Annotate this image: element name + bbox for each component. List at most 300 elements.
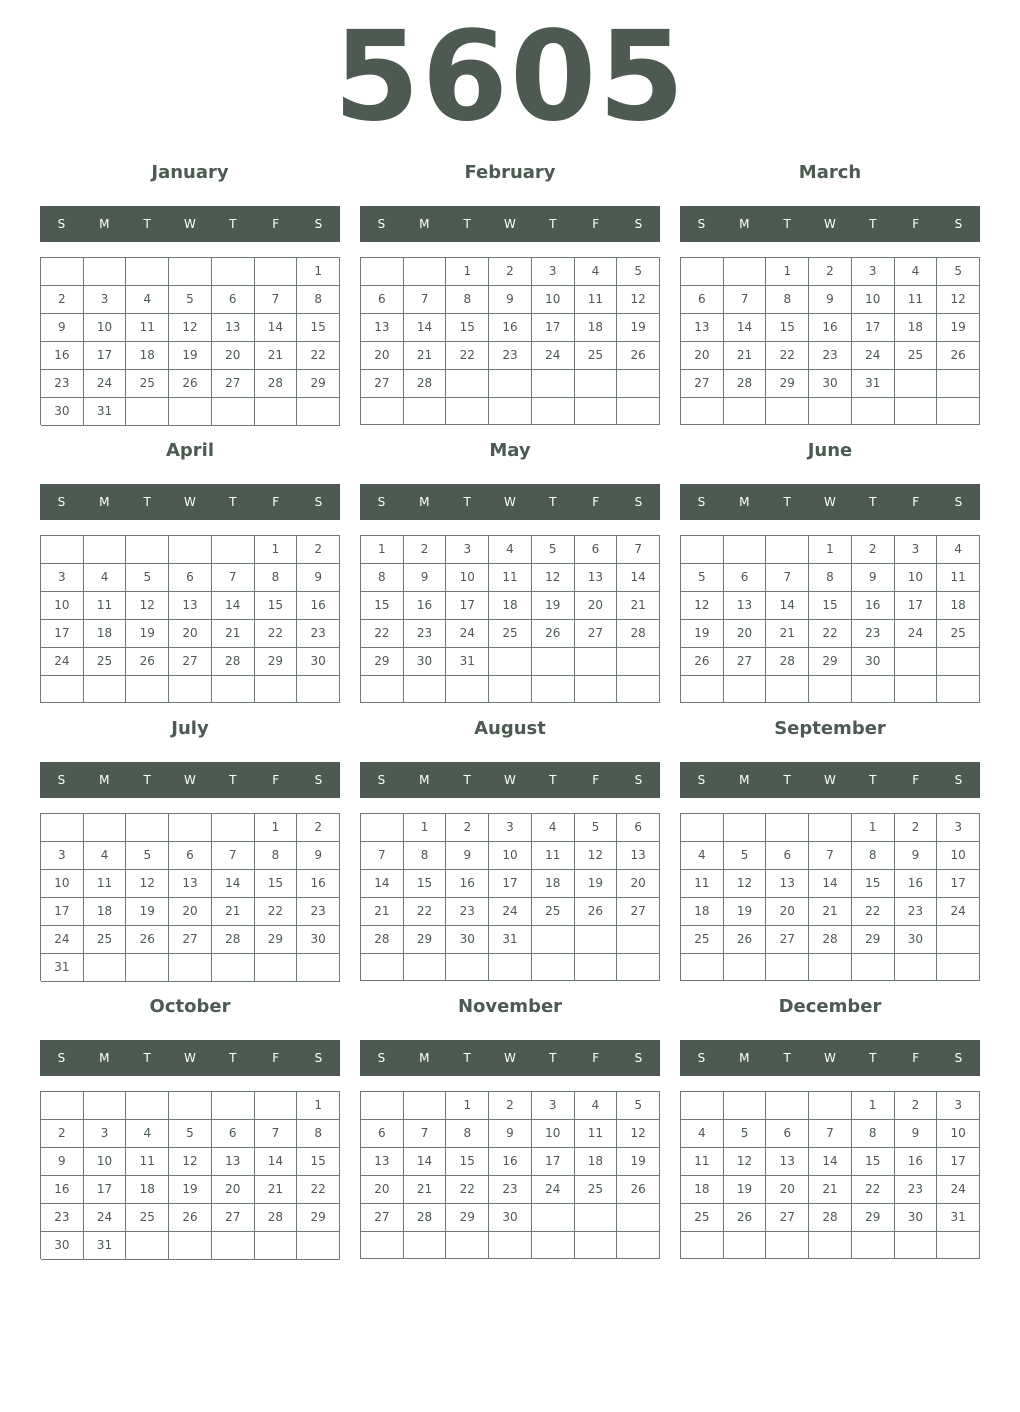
- day-cell: 31: [84, 398, 127, 426]
- weekday-label: W: [184, 495, 196, 509]
- weekday-label: W: [824, 773, 836, 787]
- day-cell: 28: [212, 926, 255, 954]
- day-grid: [680, 257, 980, 425]
- weekday-label: M: [739, 495, 750, 509]
- day-cell: 19: [617, 1148, 660, 1176]
- day-cell: 4: [937, 536, 980, 564]
- empty-day-cell: [617, 370, 660, 398]
- empty-day-cell: [852, 954, 895, 981]
- day-cell: 12: [937, 286, 980, 314]
- day-cell: 23: [895, 898, 938, 926]
- empty-day-cell: [212, 398, 255, 426]
- weekday-label: T: [869, 773, 877, 787]
- empty-day-cell: [724, 814, 767, 842]
- weekday-label: S: [377, 1051, 386, 1065]
- day-cell: 26: [937, 342, 980, 370]
- empty-day-cell: [361, 814, 404, 842]
- day-cell: 14: [404, 1148, 447, 1176]
- month-title: September: [774, 718, 886, 739]
- weekday-label: S: [634, 495, 643, 509]
- day-cell: 24: [41, 926, 84, 954]
- empty-day-cell: [361, 258, 404, 286]
- weekday-label: T: [549, 495, 557, 509]
- day-cell: 3: [84, 1120, 127, 1148]
- day-cell: 14: [809, 1148, 852, 1176]
- weekday-label: T: [463, 773, 471, 787]
- day-cell: 22: [852, 1176, 895, 1204]
- day-cell: 2: [489, 258, 532, 286]
- day-cell: 3: [852, 258, 895, 286]
- empty-day-cell: [41, 1092, 84, 1120]
- empty-day-cell: [169, 536, 212, 564]
- day-cell: 19: [575, 870, 618, 898]
- day-cell: 7: [617, 536, 660, 564]
- day-cell: 13: [361, 314, 404, 342]
- empty-day-cell: [84, 954, 127, 982]
- day-cell: 16: [489, 314, 532, 342]
- weekday-label: S: [634, 773, 643, 787]
- day-cell: 11: [489, 564, 532, 592]
- day-cell: 24: [84, 1204, 127, 1232]
- day-cell: 14: [361, 870, 404, 898]
- day-cell: 20: [617, 870, 660, 898]
- day-cell: 13: [169, 870, 212, 898]
- empty-day-cell: [489, 676, 532, 703]
- day-cell: 17: [84, 342, 127, 370]
- weekday-label: T: [143, 495, 151, 509]
- day-cell: 5: [126, 842, 169, 870]
- day-cell: 19: [532, 592, 575, 620]
- empty-day-cell: [809, 954, 852, 981]
- day-cell: 3: [532, 258, 575, 286]
- day-grid: [360, 1091, 660, 1259]
- weekday-label: T: [143, 217, 151, 231]
- empty-day-cell: [724, 954, 767, 981]
- day-cell: 2: [489, 1092, 532, 1120]
- day-cell: 27: [681, 370, 724, 398]
- empty-day-cell: [126, 398, 169, 426]
- day-cell: 17: [446, 592, 489, 620]
- day-cell: 18: [532, 870, 575, 898]
- day-cell: 22: [446, 1176, 489, 1204]
- day-cell: 9: [852, 564, 895, 592]
- day-cell: 6: [617, 814, 660, 842]
- weekday-label: F: [912, 495, 920, 509]
- weekday-label: S: [697, 1051, 706, 1065]
- empty-day-cell: [489, 1232, 532, 1259]
- month-title: April: [165, 440, 215, 461]
- empty-day-cell: [575, 954, 618, 981]
- empty-day-cell: [766, 398, 809, 425]
- day-cell: 6: [169, 842, 212, 870]
- day-cell: 16: [895, 1148, 938, 1176]
- day-cell: 17: [937, 1148, 980, 1176]
- empty-day-cell: [255, 258, 298, 286]
- day-cell: 12: [126, 592, 169, 620]
- day-cell: 1: [446, 258, 489, 286]
- weekday-label: F: [912, 1051, 920, 1065]
- day-grid: [680, 1091, 980, 1259]
- empty-day-cell: [895, 370, 938, 398]
- day-cell: 28: [809, 1204, 852, 1232]
- day-cell: 8: [809, 564, 852, 592]
- day-cell: 7: [404, 286, 447, 314]
- day-cell: 21: [361, 898, 404, 926]
- day-cell: 25: [575, 342, 618, 370]
- weekday-label: S: [57, 495, 66, 509]
- empty-day-cell: [404, 954, 447, 981]
- day-grid: [360, 535, 660, 703]
- day-cell: 14: [255, 1148, 298, 1176]
- weekday-header: [360, 1040, 660, 1076]
- day-cell: 23: [297, 620, 340, 648]
- day-cell: 3: [446, 536, 489, 564]
- day-cell: 9: [809, 286, 852, 314]
- weekday-label: S: [57, 217, 66, 231]
- day-cell: 8: [297, 1120, 340, 1148]
- day-cell: 25: [575, 1176, 618, 1204]
- day-cell: 20: [169, 898, 212, 926]
- day-cell: 31: [852, 370, 895, 398]
- day-cell: 13: [169, 592, 212, 620]
- empty-day-cell: [724, 536, 767, 564]
- day-cell: 30: [41, 398, 84, 426]
- empty-day-cell: [212, 814, 255, 842]
- weekday-label: T: [143, 773, 151, 787]
- day-grid: [680, 813, 980, 981]
- day-cell: 22: [361, 620, 404, 648]
- day-cell: 19: [169, 1176, 212, 1204]
- empty-day-cell: [724, 1092, 767, 1120]
- empty-day-cell: [681, 676, 724, 703]
- day-cell: 16: [41, 1176, 84, 1204]
- empty-day-cell: [212, 536, 255, 564]
- empty-day-cell: [852, 676, 895, 703]
- empty-day-cell: [575, 1232, 618, 1259]
- empty-day-cell: [617, 648, 660, 676]
- empty-day-cell: [84, 814, 127, 842]
- weekday-header: [360, 484, 660, 520]
- weekday-label: T: [549, 773, 557, 787]
- day-cell: 18: [126, 1176, 169, 1204]
- empty-day-cell: [404, 1092, 447, 1120]
- day-cell: 29: [297, 1204, 340, 1232]
- weekday-label: S: [377, 495, 386, 509]
- empty-day-cell: [532, 676, 575, 703]
- weekday-header: [40, 206, 340, 242]
- day-cell: 10: [446, 564, 489, 592]
- day-cell: 21: [212, 620, 255, 648]
- day-cell: 2: [41, 286, 84, 314]
- day-cell: 9: [895, 1120, 938, 1148]
- day-cell: 6: [766, 1120, 809, 1148]
- weekday-label: T: [783, 495, 791, 509]
- day-cell: 17: [84, 1176, 127, 1204]
- day-cell: 24: [937, 898, 980, 926]
- weekday-label: T: [229, 1051, 237, 1065]
- weekday-label: S: [314, 217, 323, 231]
- empty-day-cell: [212, 1092, 255, 1120]
- empty-day-cell: [724, 1232, 767, 1259]
- day-cell: 12: [575, 842, 618, 870]
- day-cell: 24: [937, 1176, 980, 1204]
- empty-day-cell: [937, 926, 980, 954]
- day-cell: 29: [255, 648, 298, 676]
- day-cell: 12: [617, 1120, 660, 1148]
- day-cell: 15: [404, 870, 447, 898]
- day-cell: 8: [404, 842, 447, 870]
- day-cell: 20: [575, 592, 618, 620]
- day-cell: 11: [126, 314, 169, 342]
- day-cell: 10: [489, 842, 532, 870]
- day-cell: 15: [255, 870, 298, 898]
- day-cell: 24: [852, 342, 895, 370]
- empty-day-cell: [169, 1092, 212, 1120]
- empty-day-cell: [297, 676, 340, 703]
- day-cell: 16: [404, 592, 447, 620]
- day-cell: 15: [446, 314, 489, 342]
- day-cell: 10: [895, 564, 938, 592]
- weekday-label: W: [184, 217, 196, 231]
- empty-day-cell: [446, 954, 489, 981]
- empty-day-cell: [766, 536, 809, 564]
- day-cell: 16: [297, 592, 340, 620]
- day-cell: 25: [84, 648, 127, 676]
- day-cell: 10: [41, 870, 84, 898]
- day-cell: 17: [532, 314, 575, 342]
- day-cell: 13: [681, 314, 724, 342]
- weekday-label: S: [634, 217, 643, 231]
- day-cell: 17: [852, 314, 895, 342]
- day-cell: 20: [212, 1176, 255, 1204]
- day-cell: 31: [489, 926, 532, 954]
- empty-day-cell: [681, 398, 724, 425]
- weekday-label: M: [99, 773, 110, 787]
- weekday-label: M: [419, 217, 430, 231]
- weekday-label: F: [912, 217, 920, 231]
- weekday-header: [680, 762, 980, 798]
- weekday-label: T: [869, 1051, 877, 1065]
- day-cell: 13: [617, 842, 660, 870]
- day-cell: 23: [809, 342, 852, 370]
- empty-day-cell: [895, 398, 938, 425]
- weekday-label: S: [314, 495, 323, 509]
- day-cell: 11: [681, 1148, 724, 1176]
- day-cell: 6: [212, 1120, 255, 1148]
- day-cell: 15: [852, 870, 895, 898]
- weekday-header: [680, 1040, 980, 1076]
- day-cell: 16: [446, 870, 489, 898]
- empty-day-cell: [681, 814, 724, 842]
- day-cell: 24: [446, 620, 489, 648]
- weekday-label: M: [739, 1051, 750, 1065]
- empty-day-cell: [169, 814, 212, 842]
- day-cell: 22: [297, 342, 340, 370]
- weekday-label: W: [824, 217, 836, 231]
- empty-day-cell: [852, 398, 895, 425]
- day-cell: 27: [617, 898, 660, 926]
- day-cell: 5: [169, 286, 212, 314]
- empty-day-cell: [809, 1232, 852, 1259]
- day-cell: 11: [84, 870, 127, 898]
- empty-day-cell: [681, 536, 724, 564]
- day-cell: 20: [169, 620, 212, 648]
- day-cell: 18: [84, 620, 127, 648]
- day-cell: 23: [41, 1204, 84, 1232]
- empty-day-cell: [126, 814, 169, 842]
- day-cell: 23: [41, 370, 84, 398]
- day-cell: 18: [681, 1176, 724, 1204]
- day-cell: 4: [681, 842, 724, 870]
- empty-day-cell: [404, 1232, 447, 1259]
- day-cell: 6: [361, 286, 404, 314]
- day-cell: 26: [126, 648, 169, 676]
- empty-day-cell: [255, 954, 298, 982]
- empty-day-cell: [126, 954, 169, 982]
- day-cell: 20: [766, 898, 809, 926]
- weekday-header: [680, 484, 980, 520]
- weekday-label: S: [697, 495, 706, 509]
- weekday-label: M: [739, 217, 750, 231]
- day-cell: 14: [766, 592, 809, 620]
- day-grid: [40, 535, 340, 703]
- day-cell: 26: [724, 1204, 767, 1232]
- weekday-label: S: [314, 1051, 323, 1065]
- day-cell: 13: [212, 1148, 255, 1176]
- day-cell: 27: [361, 370, 404, 398]
- day-cell: 21: [724, 342, 767, 370]
- day-cell: 16: [41, 342, 84, 370]
- weekday-label: S: [954, 217, 963, 231]
- day-cell: 14: [255, 314, 298, 342]
- empty-day-cell: [617, 1232, 660, 1259]
- day-cell: 1: [297, 1092, 340, 1120]
- day-cell: 7: [724, 286, 767, 314]
- day-cell: 18: [895, 314, 938, 342]
- day-cell: 11: [575, 1120, 618, 1148]
- empty-day-cell: [404, 258, 447, 286]
- day-cell: 14: [404, 314, 447, 342]
- weekday-header: [360, 762, 660, 798]
- day-cell: 17: [41, 620, 84, 648]
- weekday-label: T: [549, 1051, 557, 1065]
- day-cell: 21: [617, 592, 660, 620]
- day-cell: 7: [212, 564, 255, 592]
- day-cell: 9: [297, 842, 340, 870]
- day-cell: 5: [681, 564, 724, 592]
- empty-day-cell: [895, 648, 938, 676]
- day-cell: 14: [212, 870, 255, 898]
- empty-day-cell: [489, 370, 532, 398]
- day-cell: 18: [575, 1148, 618, 1176]
- day-cell: 14: [809, 870, 852, 898]
- weekday-label: S: [377, 217, 386, 231]
- day-cell: 17: [489, 870, 532, 898]
- day-cell: 12: [169, 1148, 212, 1176]
- day-cell: 2: [404, 536, 447, 564]
- weekday-label: S: [314, 773, 323, 787]
- day-cell: 1: [809, 536, 852, 564]
- weekday-label: F: [912, 773, 920, 787]
- day-cell: 15: [297, 1148, 340, 1176]
- day-cell: 29: [809, 648, 852, 676]
- day-cell: 18: [575, 314, 618, 342]
- day-cell: 3: [937, 814, 980, 842]
- day-grid: [360, 813, 660, 981]
- day-cell: 6: [766, 842, 809, 870]
- day-cell: 9: [297, 564, 340, 592]
- day-cell: 13: [724, 592, 767, 620]
- empty-day-cell: [41, 258, 84, 286]
- day-cell: 8: [255, 842, 298, 870]
- day-cell: 6: [724, 564, 767, 592]
- day-cell: 14: [724, 314, 767, 342]
- empty-day-cell: [361, 954, 404, 981]
- weekday-label: F: [592, 495, 600, 509]
- day-cell: 7: [404, 1120, 447, 1148]
- month-title: November: [457, 996, 563, 1017]
- day-cell: 1: [852, 1092, 895, 1120]
- day-cell: 25: [84, 926, 127, 954]
- day-cell: 4: [575, 1092, 618, 1120]
- day-cell: 2: [297, 536, 340, 564]
- day-cell: 26: [169, 1204, 212, 1232]
- empty-day-cell: [446, 1232, 489, 1259]
- weekday-label: W: [824, 495, 836, 509]
- day-cell: 25: [532, 898, 575, 926]
- day-cell: 16: [809, 314, 852, 342]
- weekday-label: F: [592, 773, 600, 787]
- day-cell: 30: [297, 648, 340, 676]
- day-cell: 21: [212, 898, 255, 926]
- day-cell: 17: [937, 870, 980, 898]
- day-cell: 5: [532, 536, 575, 564]
- day-cell: 16: [297, 870, 340, 898]
- empty-day-cell: [617, 926, 660, 954]
- day-cell: 26: [532, 620, 575, 648]
- day-cell: 11: [575, 286, 618, 314]
- empty-day-cell: [809, 1092, 852, 1120]
- day-cell: 17: [41, 898, 84, 926]
- day-cell: 19: [724, 1176, 767, 1204]
- day-cell: 11: [895, 286, 938, 314]
- month-title: June: [807, 440, 853, 461]
- day-cell: 25: [126, 1204, 169, 1232]
- empty-day-cell: [766, 676, 809, 703]
- day-cell: 28: [361, 926, 404, 954]
- day-cell: 19: [681, 620, 724, 648]
- day-cell: 13: [766, 870, 809, 898]
- empty-day-cell: [681, 1232, 724, 1259]
- day-cell: 15: [361, 592, 404, 620]
- day-cell: 19: [169, 342, 212, 370]
- day-cell: 1: [361, 536, 404, 564]
- weekday-label: T: [783, 773, 791, 787]
- day-cell: 22: [766, 342, 809, 370]
- weekday-label: M: [99, 495, 110, 509]
- empty-day-cell: [126, 676, 169, 703]
- day-cell: 25: [681, 926, 724, 954]
- day-cell: 8: [852, 1120, 895, 1148]
- day-cell: 1: [446, 1092, 489, 1120]
- day-cell: 19: [724, 898, 767, 926]
- month-title: July: [171, 718, 209, 739]
- day-cell: 15: [297, 314, 340, 342]
- month-title: May: [489, 440, 531, 461]
- day-cell: 19: [126, 620, 169, 648]
- day-cell: 17: [895, 592, 938, 620]
- weekday-label: T: [229, 773, 237, 787]
